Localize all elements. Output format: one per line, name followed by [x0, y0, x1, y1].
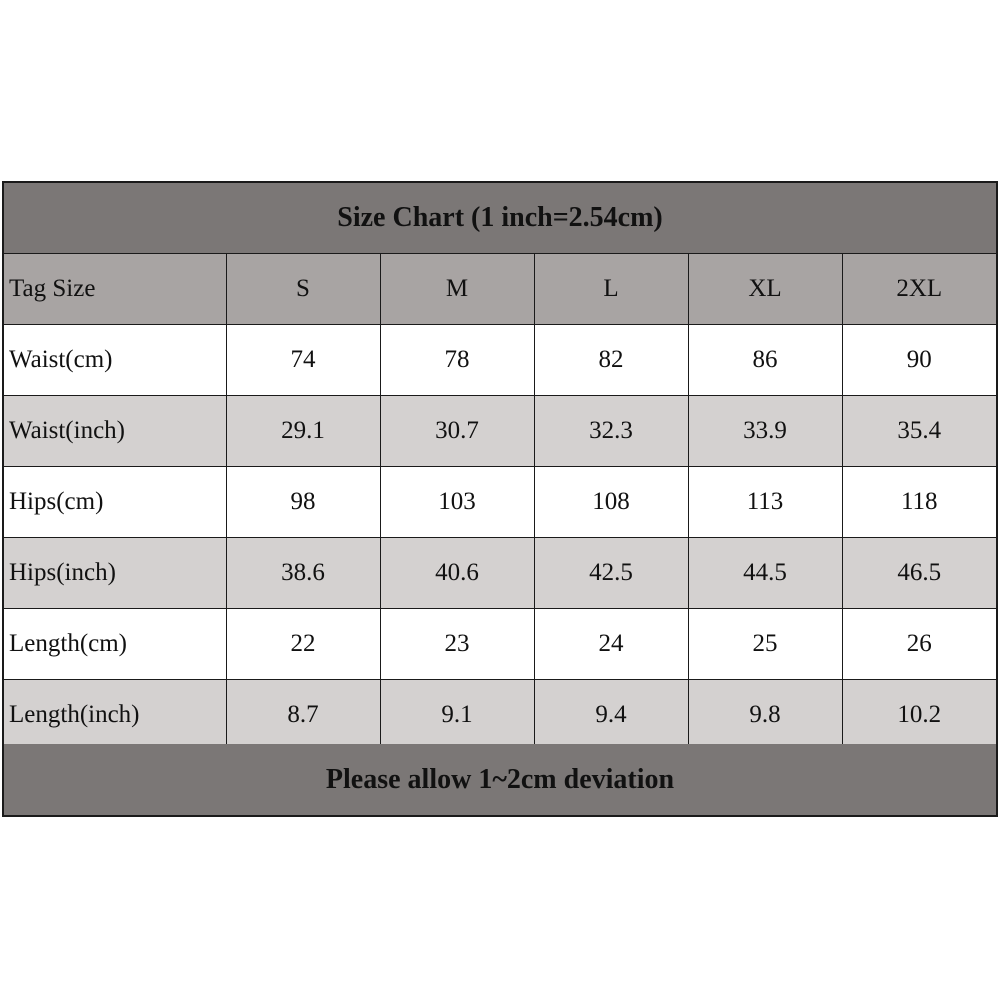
- table-cell: 32.3: [534, 396, 688, 467]
- table-cell: 44.5: [688, 538, 842, 609]
- table-cell: 35.4: [842, 396, 996, 467]
- table-cell: 40.6: [380, 538, 534, 609]
- table-cell: 9.8: [688, 680, 842, 751]
- chart-title: Size Chart (1 inch=2.54cm): [4, 183, 996, 253]
- header-label: Tag Size: [4, 254, 226, 325]
- table-row: [4, 538, 996, 609]
- size-header: XL: [688, 254, 842, 325]
- size-header: S: [226, 254, 380, 325]
- table-row: [4, 680, 996, 751]
- table-cell: 22: [226, 609, 380, 680]
- table-cell: 86: [688, 325, 842, 396]
- size-chart: [2, 181, 998, 817]
- table-cell: 33.9: [688, 396, 842, 467]
- table-cell: 29.1: [226, 396, 380, 467]
- table-cell: 46.5: [842, 538, 996, 609]
- row-label: Waist(cm): [4, 325, 226, 396]
- table-cell: 38.6: [226, 538, 380, 609]
- table-cell: 103: [380, 467, 534, 538]
- table-cell: 113: [688, 467, 842, 538]
- row-label: Length(cm): [4, 609, 226, 680]
- size-table: [4, 253, 996, 751]
- table-cell: 78: [380, 325, 534, 396]
- table-cell: 24: [534, 609, 688, 680]
- row-label: Hips(inch): [4, 538, 226, 609]
- table-cell: 25: [688, 609, 842, 680]
- table-cell: 108: [534, 467, 688, 538]
- table-cell: 9.1: [380, 680, 534, 751]
- table-cell: 82: [534, 325, 688, 396]
- table-cell: 26: [842, 609, 996, 680]
- row-label: Length(inch): [4, 680, 226, 751]
- table-row: [4, 325, 996, 396]
- table-cell: 74: [226, 325, 380, 396]
- table-cell: 42.5: [534, 538, 688, 609]
- table-row: [4, 467, 996, 538]
- table-cell: 90: [842, 325, 996, 396]
- row-label: Waist(inch): [4, 396, 226, 467]
- table-row: [4, 396, 996, 467]
- table-row: [4, 609, 996, 680]
- table-cell: 9.4: [534, 680, 688, 751]
- row-label: Hips(cm): [4, 467, 226, 538]
- table-cell: 98: [226, 467, 380, 538]
- table-cell: 23: [380, 609, 534, 680]
- header-row: [4, 254, 996, 325]
- size-header: L: [534, 254, 688, 325]
- table-cell: 30.7: [380, 396, 534, 467]
- size-header: M: [380, 254, 534, 325]
- size-header: 2XL: [842, 254, 996, 325]
- table-cell: 10.2: [842, 680, 996, 751]
- chart-footer-note: Please allow 1~2cm deviation: [4, 744, 996, 815]
- table-cell: 118: [842, 467, 996, 538]
- table-cell: 8.7: [226, 680, 380, 751]
